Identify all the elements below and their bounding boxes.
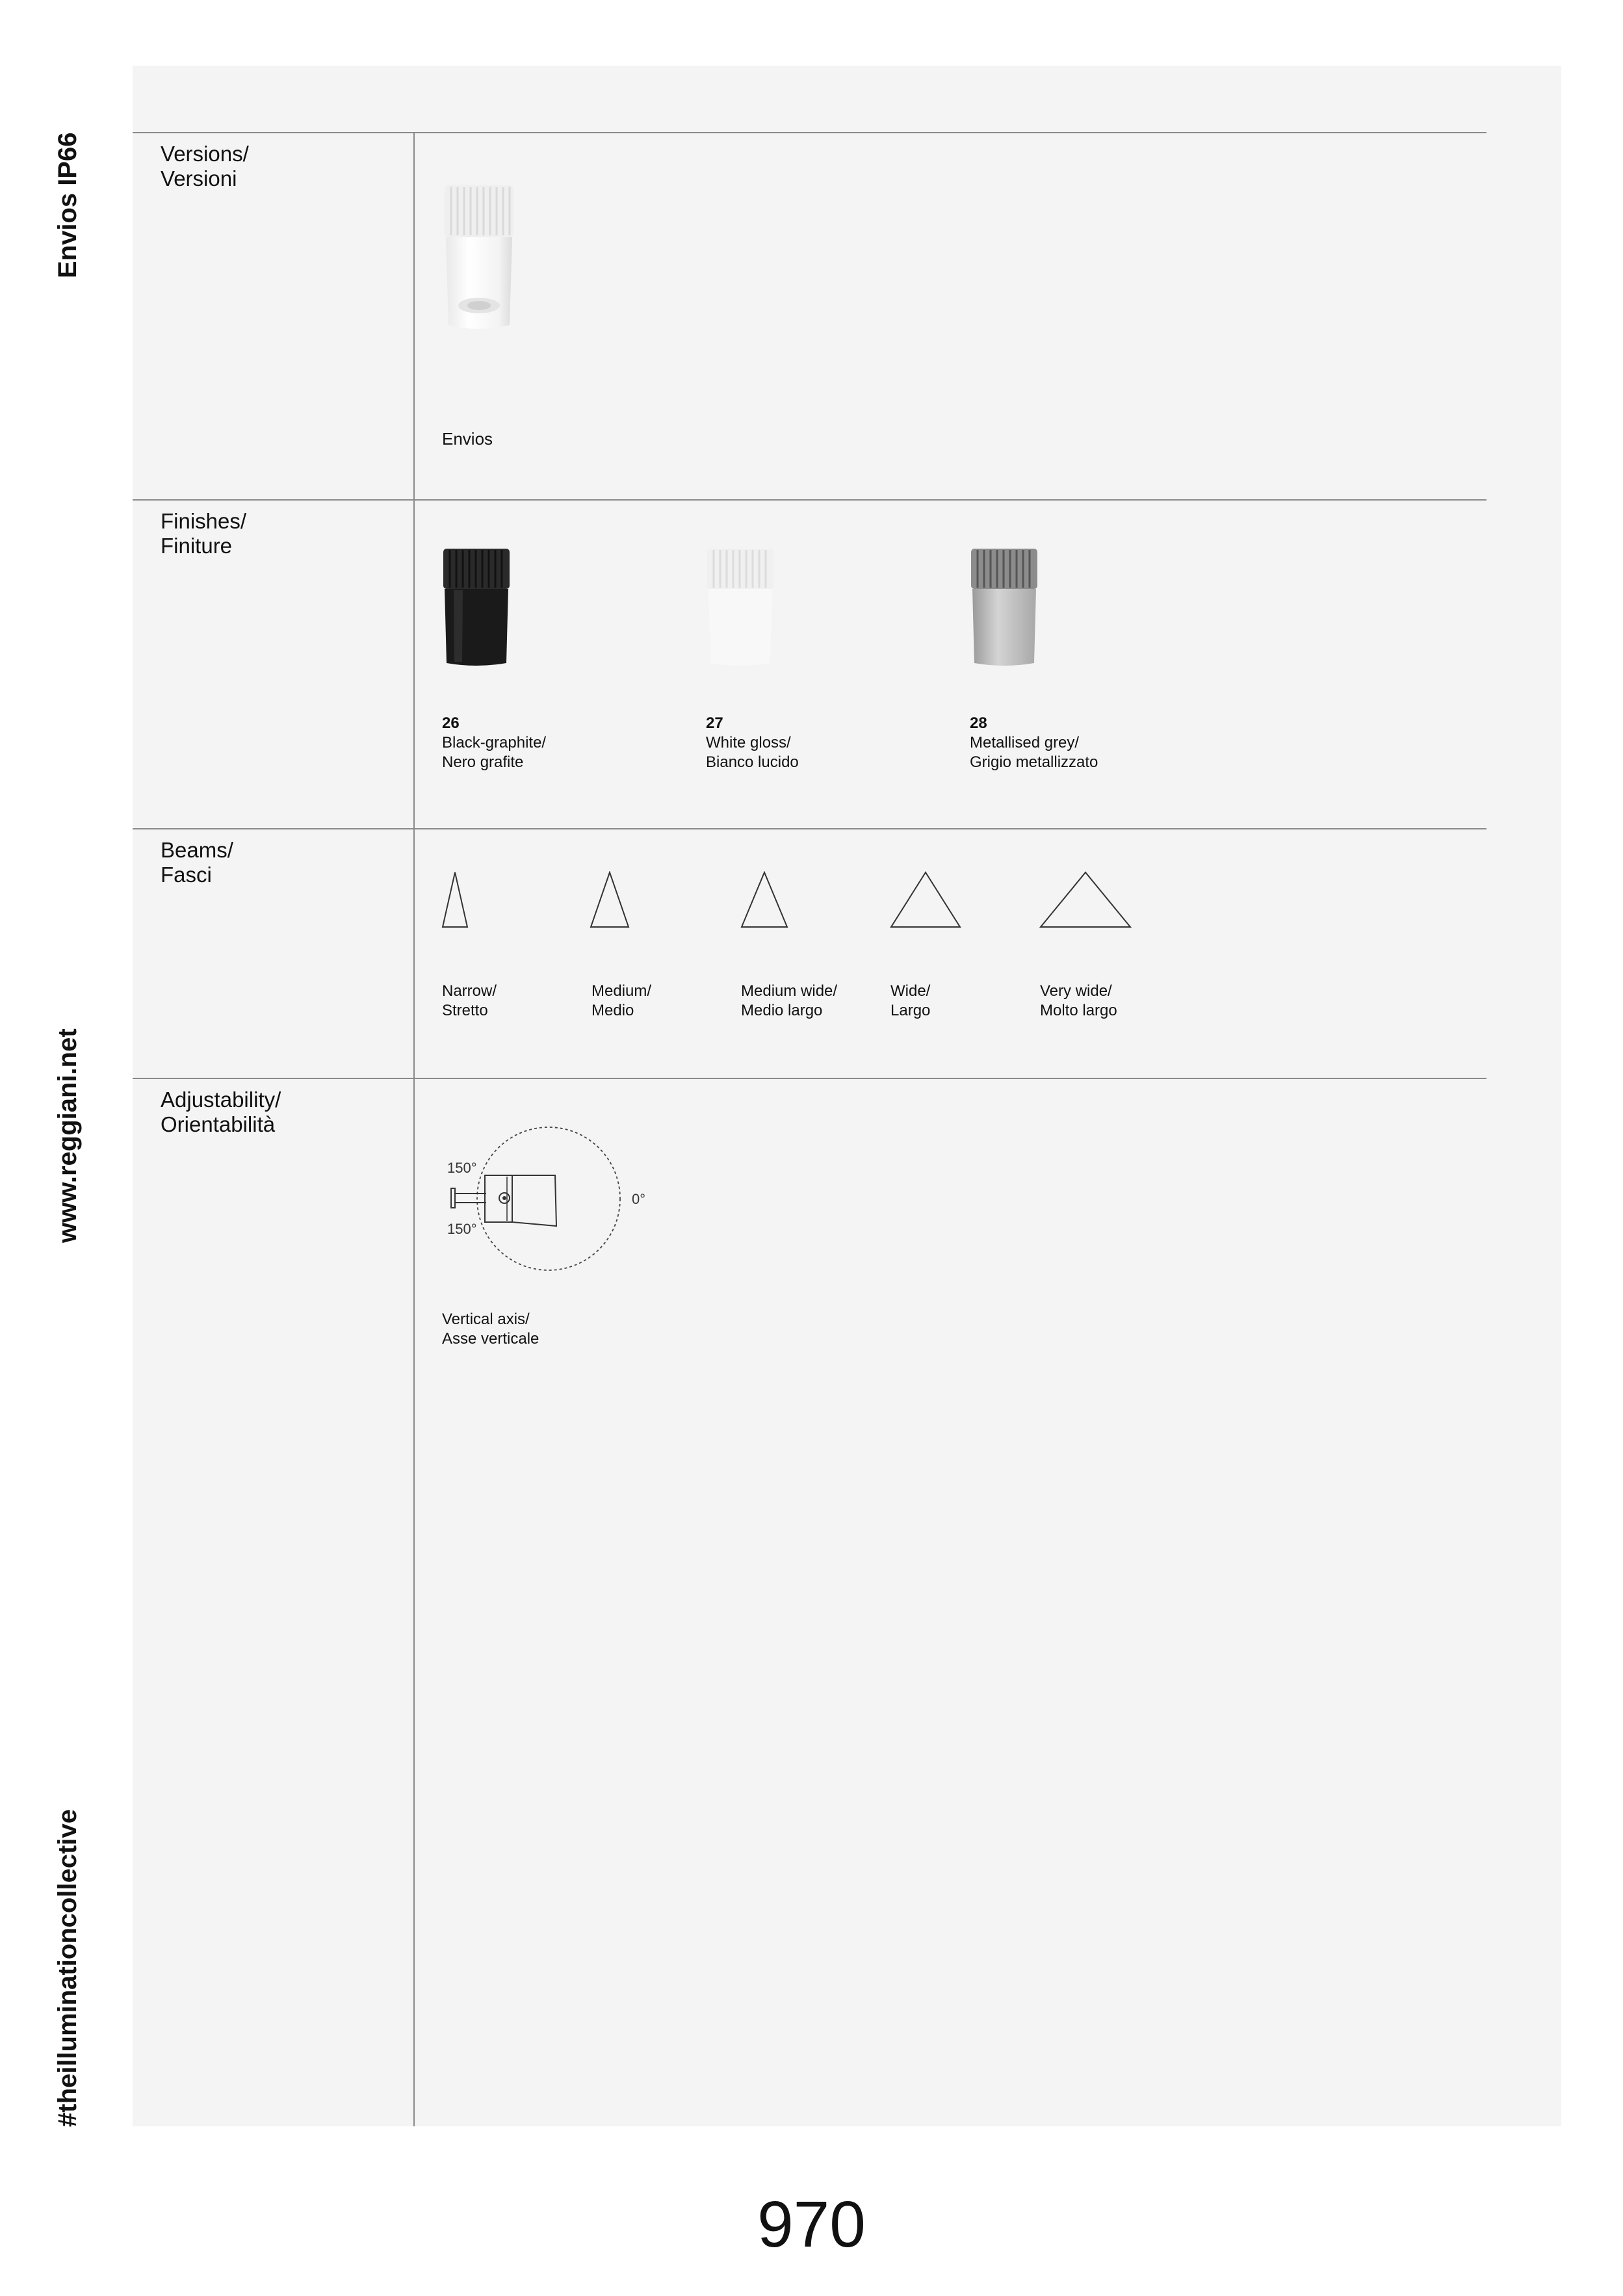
beam-very-wide-en: Very wide/ [1040, 982, 1112, 1000]
beams-title [161, 838, 233, 887]
version-label: Envios [442, 429, 493, 449]
beam-wide-it: Largo [890, 1002, 931, 1019]
finish-27-name-it: Bianco lucido [706, 753, 799, 771]
beam-medium-en: Medium/ [591, 982, 652, 1000]
finish-metallised-grey-image [968, 547, 1040, 668]
beam-very-wide-icon [1039, 871, 1132, 930]
finish-26-code: 26 [442, 714, 460, 732]
row-divider-beams [133, 828, 1487, 829]
beam-very-wide-it: Molto largo [1040, 1002, 1117, 1019]
adjustability-caption-en: Vertical axis/ [442, 1311, 530, 1328]
finish-28-caption [970, 714, 1098, 772]
sidebar-hashtag: #theilluminationcollective [53, 1808, 82, 2127]
row-divider-adjustability [133, 1078, 1487, 1079]
beam-medium-wide-icon [740, 871, 789, 930]
finish-26-name-it: Nero grafite [442, 753, 524, 771]
versions-title [161, 142, 249, 191]
adjustability-diagram [442, 1118, 656, 1281]
adjustability-caption-it: Asse verticale [442, 1330, 539, 1348]
angle-zero-label: 0° [632, 1191, 646, 1207]
adjustability-title-en: Adjustability/ [161, 1088, 281, 1112]
beam-medium-wide-en: Medium wide/ [741, 982, 838, 1000]
beam-wide-caption [890, 982, 930, 1021]
versions-title-it: Versioni [161, 166, 237, 190]
beam-narrow-it: Stretto [442, 1002, 488, 1019]
content-panel [133, 66, 1561, 2126]
versions-title-en: Versions/ [161, 142, 249, 166]
sidebar-website[interactable]: www.reggiani.net [53, 1028, 82, 1243]
sidebar-product-name: Envios IP66 [53, 132, 82, 278]
beam-wide-icon [889, 871, 962, 930]
beam-medium-icon [589, 871, 630, 930]
beam-medium-caption [591, 982, 651, 1021]
envios-product-image [437, 182, 521, 338]
finish-28-code: 28 [970, 714, 987, 732]
beam-narrow-caption [442, 982, 497, 1021]
adjustability-caption [442, 1310, 539, 1349]
finish-white-gloss-image [705, 547, 776, 668]
page-number: 970 [757, 2188, 866, 2261]
finishes-title-en: Finishes/ [161, 509, 247, 533]
beam-wide-en: Wide/ [890, 982, 931, 1000]
beam-medium-wide-it: Medio largo [741, 1002, 823, 1019]
adjustability-title [161, 1088, 281, 1137]
beam-narrow-icon [441, 871, 469, 930]
finishes-title [161, 509, 246, 558]
finish-28-name-it: Grigio metallizzato [970, 753, 1098, 771]
finish-27-caption [706, 714, 799, 772]
finish-27-name-en: White gloss/ [706, 734, 791, 751]
row-divider-top [133, 132, 1487, 133]
finish-28-name-en: Metallised grey/ [970, 734, 1080, 751]
adjustability-title-it: Orientabilità [161, 1112, 276, 1136]
row-divider-finishes [133, 499, 1487, 501]
finish-27-code: 27 [706, 714, 723, 732]
beams-title-it: Fasci [161, 863, 212, 887]
finishes-title-it: Finiture [161, 534, 233, 558]
finish-26-caption [442, 714, 546, 772]
finish-black-graphite-image [441, 547, 512, 668]
beam-narrow-en: Narrow/ [442, 982, 497, 1000]
beams-title-en: Beams/ [161, 838, 233, 862]
angle-bottom-label: 150° [447, 1221, 477, 1237]
finish-26-name-en: Black-graphite/ [442, 734, 547, 751]
beam-very-wide-caption [1040, 982, 1117, 1021]
beam-medium-wide-caption [741, 982, 837, 1021]
column-divider [413, 133, 415, 2126]
angle-top-label: 150° [447, 1160, 477, 1176]
beam-medium-it: Medio [591, 1002, 634, 1019]
